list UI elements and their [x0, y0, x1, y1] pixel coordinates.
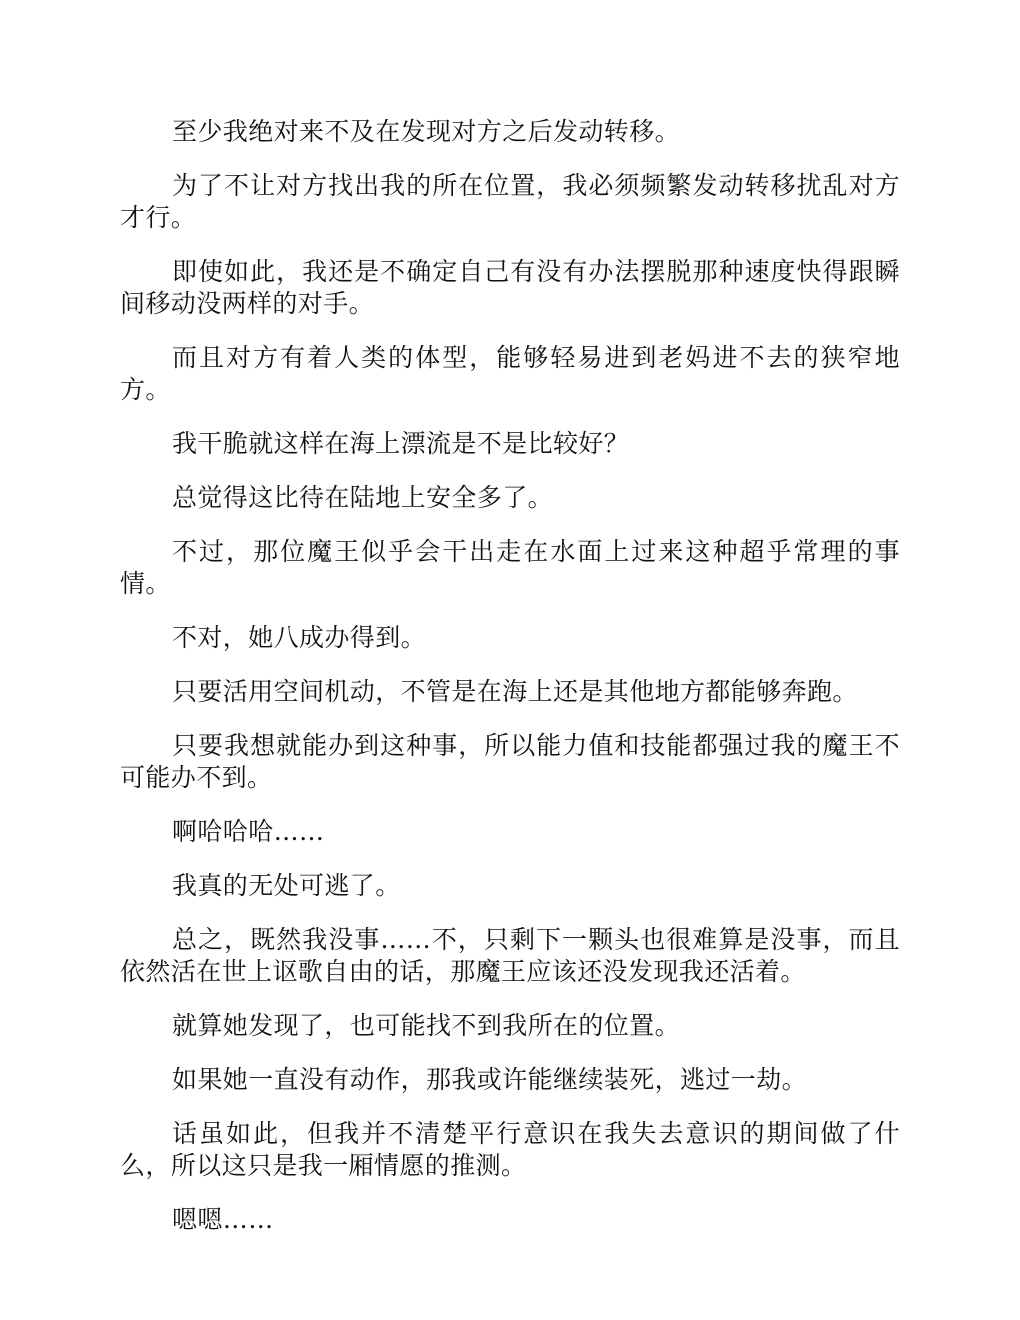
paragraph: 话虽如此，但我并不清楚平行意识在我失去意识的期间做了什么，所以这只是我一厢情愿的推测。 [120, 1119, 900, 1180]
paragraph: 如果她一直没有动作，那我或许能继续装死，逃过一劫。 [172, 1065, 808, 1094]
paragraph: 我干脆就这样在海上漂流是不是比较好？ [172, 429, 630, 458]
paragraph: 不过，那位魔王似乎会干出走在水面上过来这种超乎常理的事情。 [120, 537, 900, 598]
paragraph: 啊哈哈哈…… [172, 817, 325, 846]
paragraph: 就算她发现了，也可能找不到我所在的位置。 [172, 1011, 681, 1040]
paragraph: 总之，既然我没事……不，只剩下一颗头也很难算是没事，而且依然活在世上讴歌自由的话，那魔王应该还没发现我还活着。 [120, 925, 900, 986]
paragraph: 至少我绝对来不及在发现对方之后发动转移。 [172, 117, 681, 146]
paragraph: 只要我想就能办到这种事，所以能力值和技能都强过我的魔王不可能办不到。 [120, 731, 900, 792]
paragraph: 而且对方有着人类的体型，能够轻易进到老妈进不去的狭窄地方。 [120, 343, 900, 404]
paragraph: 总觉得这比待在陆地上安全多了。 [172, 483, 554, 512]
paragraph: 嗯嗯…… [172, 1205, 274, 1234]
paragraph: 为了不让对方找出我的所在位置，我必须频繁发动转移扰乱对方才行。 [120, 171, 900, 232]
paragraph: 不对，她八成办得到。 [172, 623, 427, 652]
paragraph: 只要活用空间机动，不管是在海上还是其他地方都能够奔跑。 [172, 677, 858, 706]
paragraph: 我真的无处可逃了。 [172, 871, 401, 900]
paragraph: 即使如此，我还是不确定自己有没有办法摆脱那种速度快得跟瞬间移动没两样的对手。 [120, 257, 900, 318]
document-page [120, 116, 900, 1258]
